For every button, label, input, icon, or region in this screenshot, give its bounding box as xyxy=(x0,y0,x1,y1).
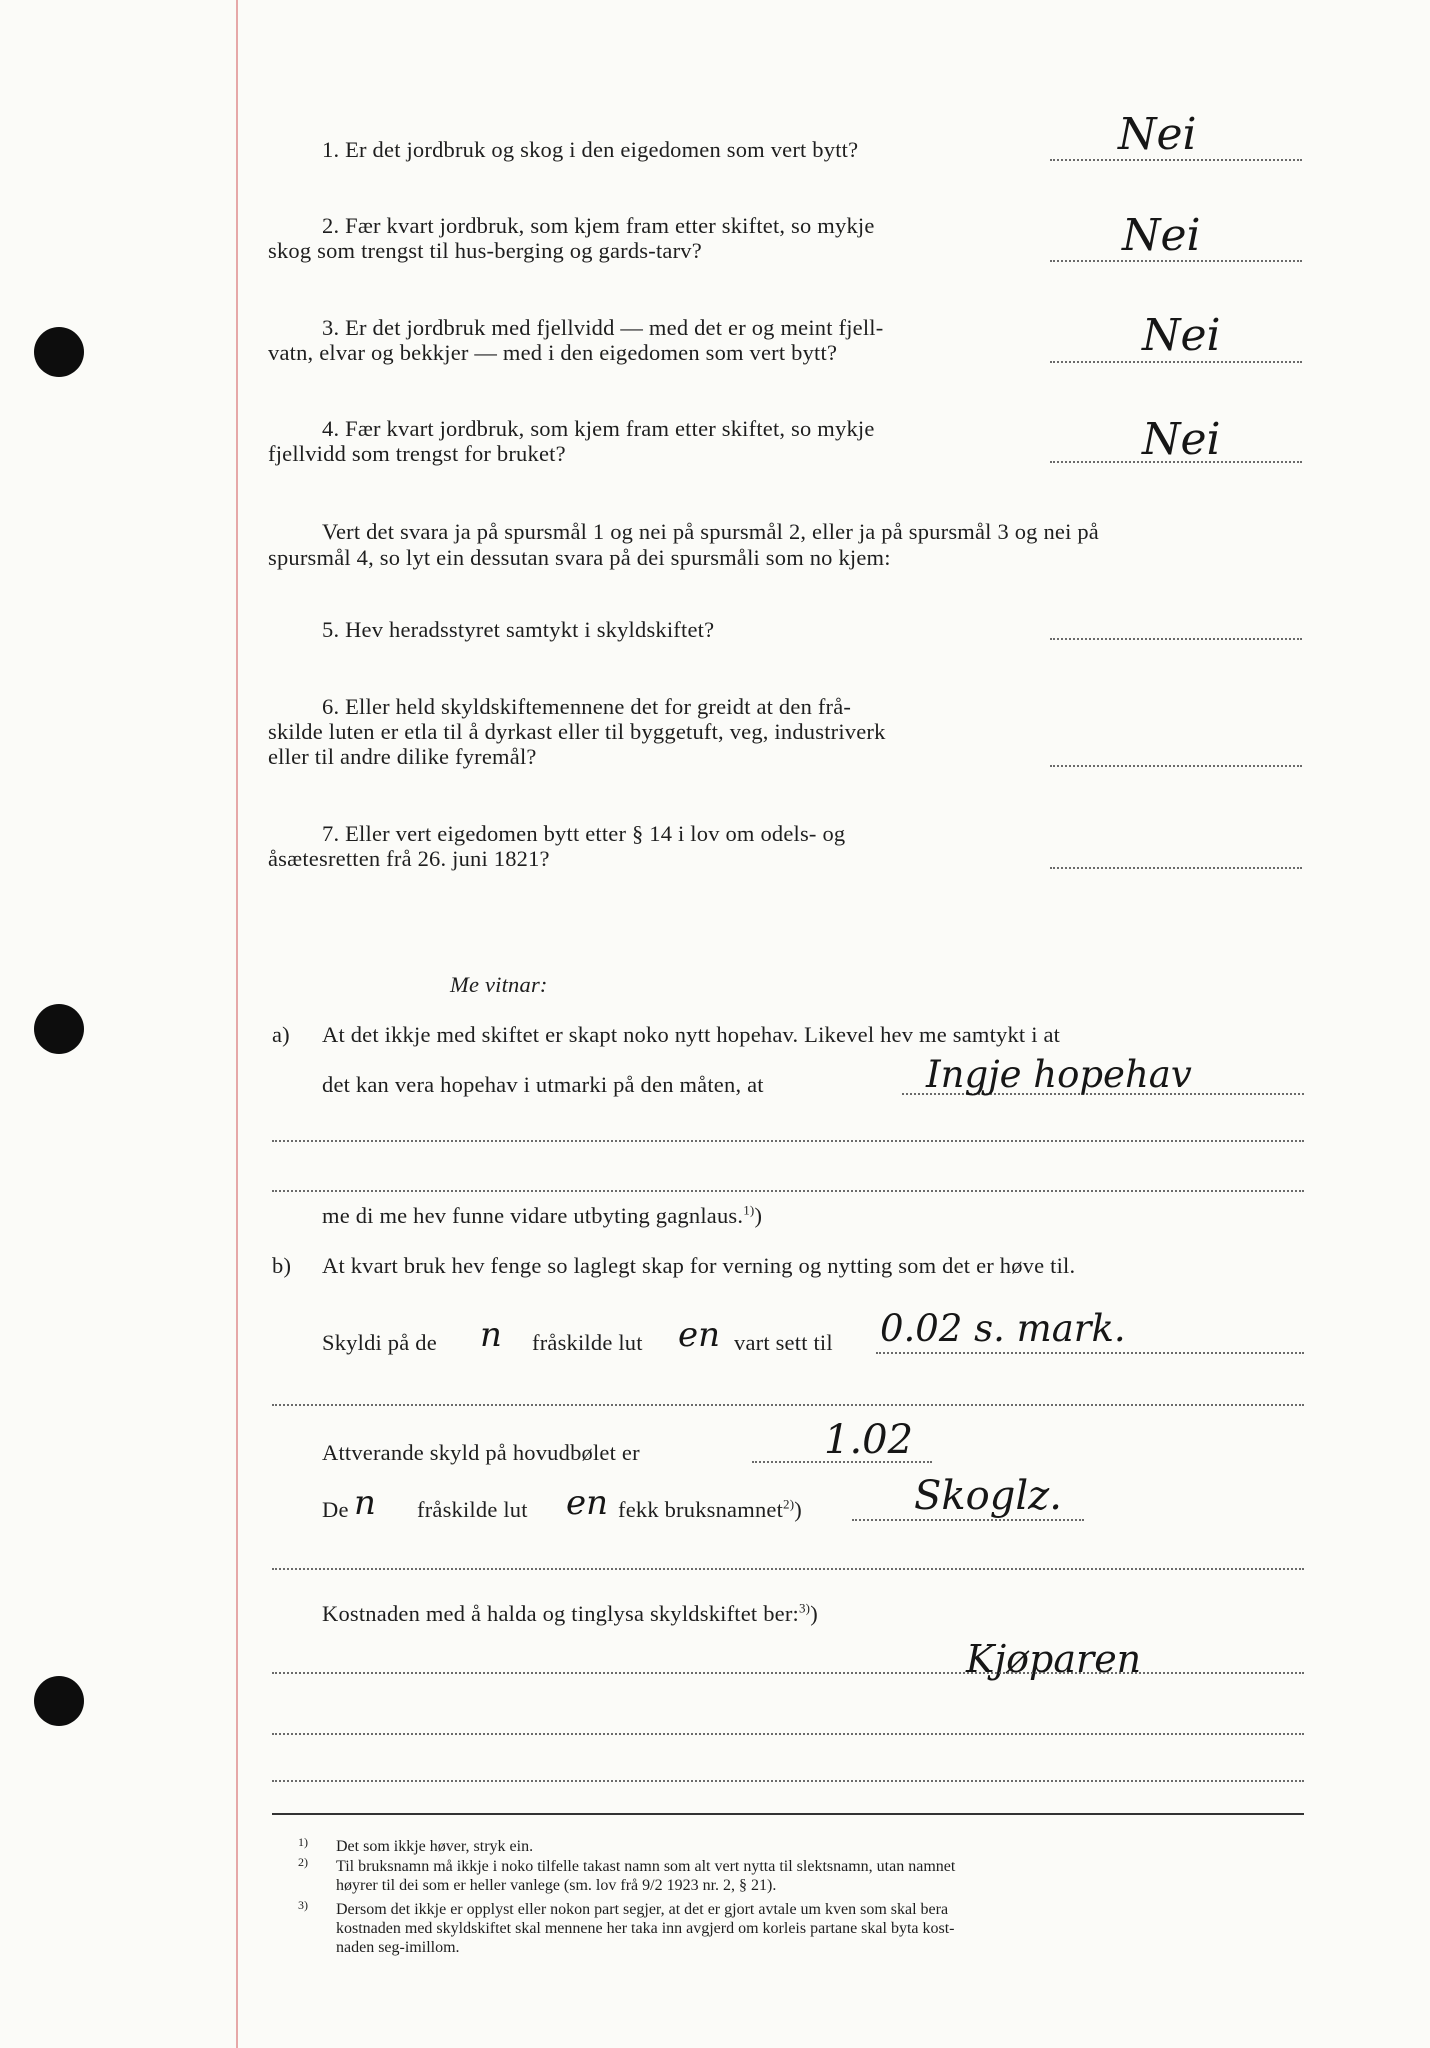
footnote-3-line-2: kostnaden med skyldskiftet skal mennene her taka inn avgjerd om korleis partane skal byta kost- xyxy=(336,1920,955,1937)
question-4-line-2: fjellvidd som trengst for bruket? xyxy=(268,441,566,466)
answer-2-handwritten: Nei xyxy=(1122,210,1201,261)
attverande-label: Attverande skyld på hovudbølet er xyxy=(322,1440,640,1465)
answer-line xyxy=(876,1352,1304,1354)
intro-line-2: spursmål 4, so lyt ein dessutan svara på dei spursmåli som no kjem: xyxy=(268,545,891,570)
answer-4-handwritten: Nei xyxy=(1142,414,1221,465)
footnote-2-line-2: høyrer til dei som er heller vanlege (sm. lov frå 9/2 1923 nr. 2, § 21). xyxy=(336,1877,777,1894)
answer-line xyxy=(1050,867,1302,869)
section-a-line-1: At det ikkje med skiftet er skapt noko nytt hopehav. Likevel hev me samtykt i at xyxy=(322,1022,1061,1047)
footnote-1-mark: 1) xyxy=(298,1835,308,1849)
question-6-line-2: skilde luten er etla til å dyrkast eller til byggetuft, veg, industriverk xyxy=(268,719,886,744)
skyldi-handwritten-en: en xyxy=(678,1315,721,1355)
kostnad-label: Kostnaden med å halda og tinglysa skyldskiftet ber:$^{3)}$) xyxy=(322,1600,818,1626)
kostnad-answer-handwritten: Kjøparen xyxy=(966,1637,1142,1681)
section-a-label: a) xyxy=(272,1022,290,1047)
skyldi-label-1: Skyldi på de xyxy=(322,1330,437,1355)
answer-3-handwritten: Nei xyxy=(1142,310,1221,361)
question-4-line-1: 4. Fær kvart jordbruk, som kjem fram etter skiftet, so mykje xyxy=(322,416,875,441)
skyldi-answer-handwritten: 0.02 s. mark. xyxy=(880,1307,1126,1350)
answer-line xyxy=(272,1404,1304,1406)
answer-1-handwritten: Nei xyxy=(1118,109,1197,160)
footnote-2-line-1: Til bruksnamn må ikkje i noko tilfelle takast namn som alt vert nytta til slektsnamn, utan namnet xyxy=(336,1858,956,1875)
question-2-line-2: skog som trengst til hus-berging og gards-tarv? xyxy=(268,238,702,263)
binder-hole xyxy=(34,327,84,377)
hopehav-answer-handwritten: Ingje hopehav xyxy=(926,1053,1192,1096)
intro-line-1: Vert det svara ja på spursmål 1 og nei på spursmål 2, eller ja på spursmål 3 og nei på xyxy=(322,519,1099,544)
bruksnamn-label-1: De xyxy=(322,1497,349,1522)
skyldi-label-2: fråskilde lut xyxy=(532,1330,643,1355)
footnote-3-line-1: Dersom det ikkje er opplyst eller nokon part segjer, at det er gjort avtale um kven som skal bera xyxy=(336,1901,949,1918)
binder-hole xyxy=(34,1004,84,1054)
attverande-answer-handwritten: 1.02 xyxy=(824,1417,914,1463)
answer-line xyxy=(1050,361,1302,363)
question-1-text: 1. Er det jordbruk og skog i den eigedomen som vert bytt? xyxy=(322,137,859,162)
section-b-line-1: At kvart bruk hev fenge so laglegt skap for verning og nytting som det er høve til. xyxy=(322,1253,1076,1278)
question-2-line-1: 2. Fær kvart jordbruk, som kjem fram etter skiftet, so mykje xyxy=(322,213,875,238)
question-5-text: 5. Hev heradsstyret samtykt i skyldskiftet? xyxy=(322,617,715,642)
skyldi-label-3: vart sett til xyxy=(734,1330,833,1355)
answer-line xyxy=(1050,765,1302,767)
question-6-line-1: 6. Eller held skyldskiftemennene det for greidt at den frå- xyxy=(322,694,852,719)
question-7-line-1: 7. Eller vert eigedomen bytt etter § 14 i lov om odels- og xyxy=(322,821,846,846)
binder-hole xyxy=(34,1676,84,1726)
bruksnamn-answer-handwritten: Skoglz. xyxy=(914,1473,1062,1519)
answer-line xyxy=(852,1519,1084,1521)
skyldi-handwritten-n: n xyxy=(480,1315,502,1355)
bruksnamn-label-3: fekk bruksnamnet$^{2)}$) xyxy=(618,1496,802,1522)
footnote-3-mark: 3) xyxy=(298,1898,308,1912)
question-7-line-2: åsætesretten frå 26. juni 1821? xyxy=(268,846,550,871)
section-b-label: b) xyxy=(272,1253,292,1278)
answer-line xyxy=(1050,638,1302,640)
answer-line xyxy=(272,1190,1304,1192)
footnote-2-mark: 2) xyxy=(298,1855,308,1869)
footnote-1-line-1: Det som ikkje høver, stryk ein. xyxy=(336,1838,534,1855)
bruksnamn-handwritten-en: en xyxy=(566,1483,609,1523)
answer-line xyxy=(272,1568,1304,1570)
section-a-line-2: det kan vera hopehav i utmarki på den måten, at xyxy=(322,1072,764,1097)
answer-line xyxy=(272,1672,1304,1674)
question-6-line-3: eller til andre dilike fyremål? xyxy=(268,744,537,769)
bruksnamn-label-2: fråskilde lut xyxy=(417,1497,528,1522)
answer-line xyxy=(272,1780,1304,1782)
me-vitnar-heading: Me vitnar: xyxy=(450,972,548,997)
answer-line xyxy=(272,1733,1304,1735)
footnote-3-line-3: naden seg-imillom. xyxy=(336,1939,460,1956)
section-a-line-3: me di me hev funne vidare utbyting gagnlaus.$^{1)}$) xyxy=(322,1202,763,1228)
question-3-line-1: 3. Er det jordbruk med fjellvidd — med det er og meint fjell- xyxy=(322,315,884,340)
margin-line xyxy=(236,0,238,2048)
question-3-line-2: vatn, elvar og bekkjer — med i den eigedomen som vert bytt? xyxy=(268,340,838,365)
footnote-rule xyxy=(272,1813,1304,1815)
answer-line xyxy=(272,1140,1304,1142)
bruksnamn-handwritten-n: n xyxy=(354,1483,376,1523)
